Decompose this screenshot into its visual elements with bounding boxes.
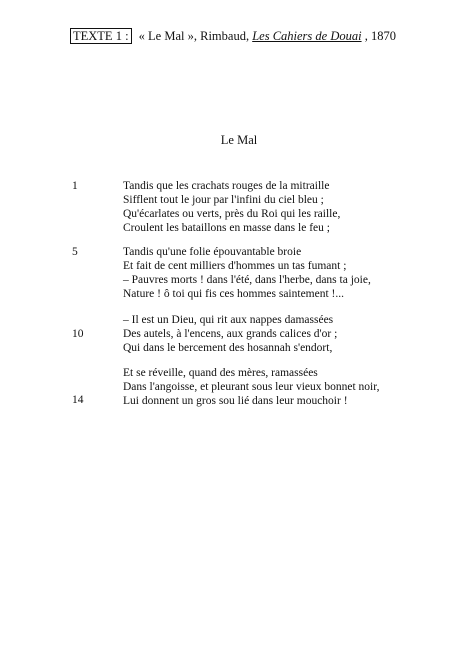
- poem-line: Nature ! ô toi qui fis ces hommes saintement !...: [123, 288, 345, 300]
- poem-line: Tandis que les crachats rouges de la mitraille: [123, 180, 330, 192]
- stanza-1: [123, 179, 340, 235]
- stanza-3: [123, 313, 337, 355]
- stanza-2: [123, 245, 371, 301]
- stanza-4: [123, 366, 379, 408]
- poem-line: Tandis qu'une folie épouvantable broie: [123, 246, 302, 258]
- line-number: 5: [72, 246, 78, 258]
- line-number: 14: [72, 394, 84, 406]
- text-label: TEXTE 1 :: [70, 28, 132, 44]
- poem-line: Dans l'angoisse, et pleurant sous leur vieux bonnet noir,: [123, 381, 380, 393]
- header-year: , 1870: [361, 29, 396, 43]
- poem-line: Sifflent tout le jour par l'infini du ciel bleu ;: [123, 194, 324, 206]
- poem-line: Qu'écarlates ou verts, près du Roi qui les raille,: [123, 208, 341, 220]
- poem-line: Des autels, à l'encens, aux grands calices d'or ;: [123, 328, 338, 340]
- poem-line: Et se réveille, quand des mères, ramassées: [123, 367, 318, 379]
- line-number: 10: [72, 328, 84, 340]
- poem-line: Lui donnent un gros sou lié dans leur mouchoir !: [123, 395, 348, 407]
- poem-line: – Il est un Dieu, qui rit aux nappes damassées: [123, 314, 334, 326]
- document-header: [70, 28, 396, 44]
- poem-line: – Pauvres morts ! dans l'été, dans l'herbe, dans ta joie,: [123, 274, 371, 286]
- work-title: Les Cahiers de Douai: [252, 29, 362, 43]
- header-citation-prefix: « Le Mal », Rimbaud,: [135, 29, 253, 43]
- poem-title-text: Le Mal: [220, 133, 258, 147]
- poem-line: Et fait de cent milliers d'hommes un tas fumant ;: [123, 260, 347, 272]
- line-number: 1: [72, 180, 78, 192]
- poem-title: [0, 132, 474, 148]
- poem-line: Qui dans le bercement des hosannah s'endort,: [123, 342, 333, 354]
- poem-line: Croulent les bataillons en masse dans le feu ;: [123, 222, 330, 234]
